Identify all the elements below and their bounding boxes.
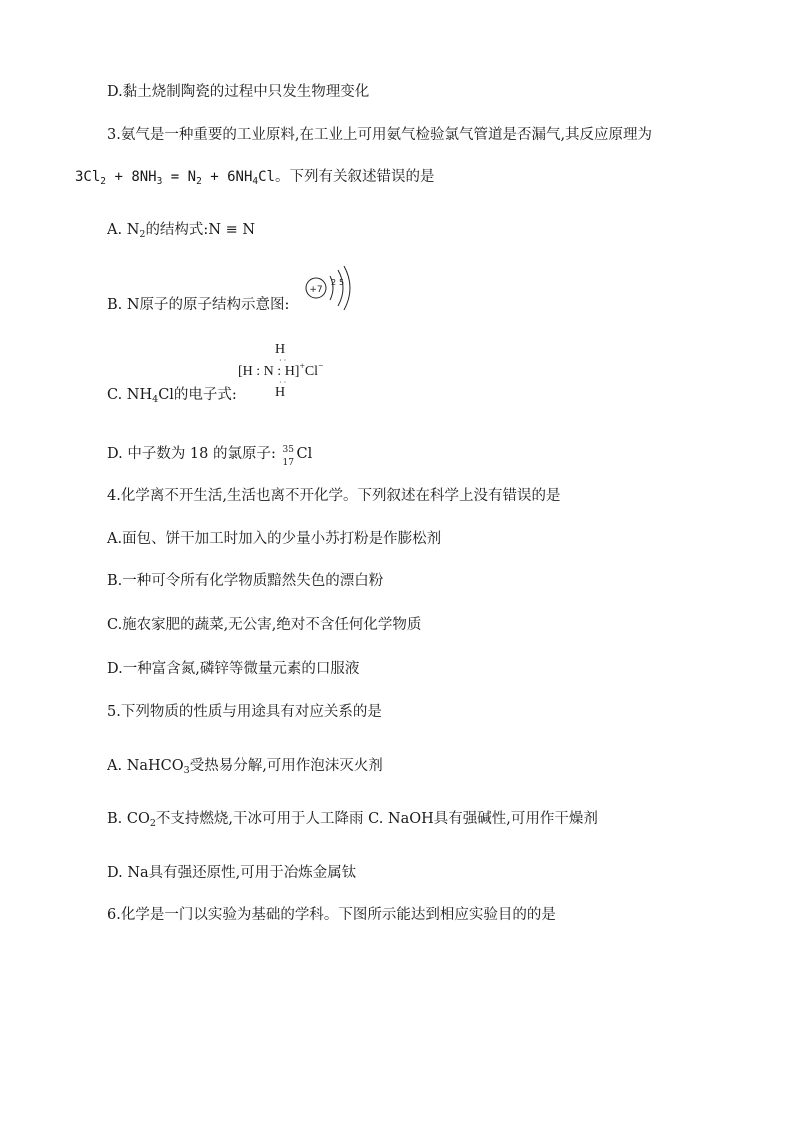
- atomic-structure-diagram: [300, 262, 360, 312]
- q3-option-b: B. N原子的原子结构示意图:: [107, 297, 290, 313]
- q4-stem: 4.化学离不开生活,生活也离不开化学。下列叙述在科学上没有错误的是: [107, 488, 561, 504]
- svg-text:2: 2: [331, 278, 337, 287]
- q3-option-a: A. $N_2$的结构式:N ≡ N: [107, 222, 256, 240]
- svg-text:5: 5: [339, 278, 345, 287]
- q6-stem: 6.化学是一门以实验为基础的学科。下图所示能达到相应实验目的的是: [107, 907, 556, 923]
- q5-option-d: D. Na具有强还原性,可用于冶炼金属钛: [107, 865, 357, 881]
- q5-option-b-c: B. $CO_2$不支持燃烧,干冰可用于人工降雨 C. NaOH具有强碱性,可用作干燥剂: [107, 811, 598, 829]
- q3-stem: 3.氨气是一种重要的工业原料,在工业上可用氨气检验氯气管道是否漏气,其反应原理为: [107, 127, 653, 143]
- q3-option-d: D. 中子数为 18 的氯原子: 35 17 Cl: [107, 445, 313, 468]
- electron-formula: H · · [H : N : H]+Cl− · · H: [238, 342, 324, 400]
- q4-option-b: B.一种可令所有化学物质黯然失色的漂白粉: [107, 573, 384, 589]
- q3-equation: $3Cl_2 + 8NH_3 = N_2 + 6NH_4Cl$。下列有关叙述错误的是: [75, 169, 435, 187]
- q2-option-d: D.黏土烧制陶瓷的过程中只发生物理变化: [107, 84, 370, 100]
- q3-option-c: C. $NH_4Cl$的电子式:: [107, 387, 237, 405]
- q5-stem: 5.下列物质的性质与用途具有对应关系的是: [107, 704, 382, 720]
- q4-option-c: C.施农家肥的蔬菜,无公害,绝对不含任何化学物质: [107, 617, 422, 633]
- q5-option-a: A. NaHCO$_3$受热易分解,可用作泡沫灭火剂: [107, 758, 383, 776]
- q4-option-d: D.一种富含氮,磷锌等微量元素的口服液: [107, 661, 360, 677]
- q4-option-a: A.面包、饼干加工时加入的少量小苏打粉是作膨松剂: [107, 531, 442, 547]
- svg-text:+7: +7: [309, 285, 323, 295]
